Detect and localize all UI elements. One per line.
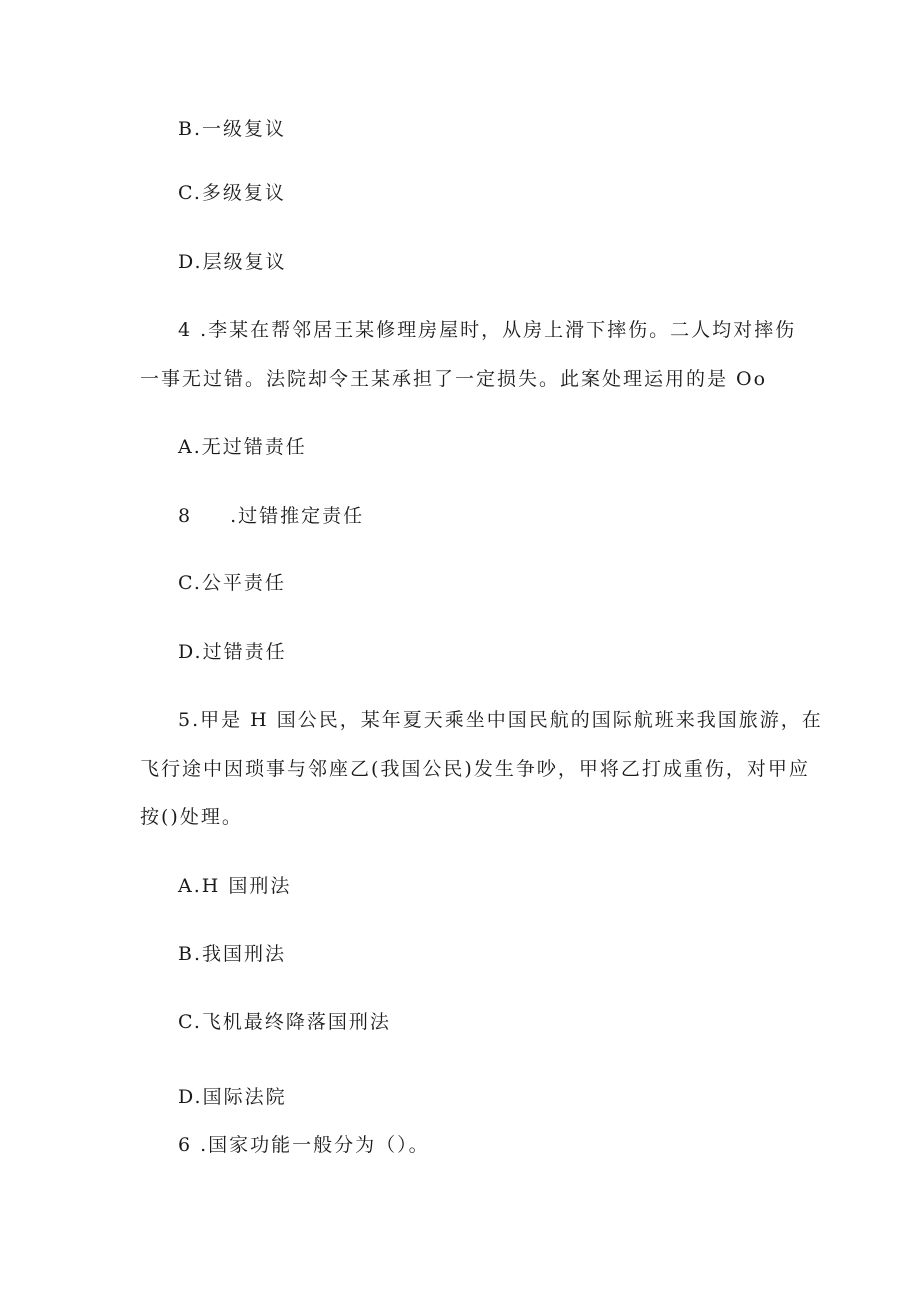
q4-option-b-text: .过错推定责任 — [230, 505, 365, 527]
q5-text-line-3: 按()处理。 — [140, 806, 243, 828]
q3-option-c: C.多级复议 — [178, 182, 286, 204]
q3-option-b: B.一级复议 — [178, 118, 287, 140]
q5-option-b: B.我国刑法 — [178, 943, 287, 965]
q4-text-line-2: 一事无过错。法院却令王某承担了一定损失。此案处理运用的是 Oo — [140, 368, 768, 390]
q5-text-line-2: 飞行途中因琐事与邻座乙(我国公民)发生争吵，甲将乙打成重伤，对甲应 — [140, 758, 810, 780]
q4-text-line-1: 4 .李某在帮邻居王某修理房屋时，从房上滑下摔伤。二人均对摔伤 — [178, 319, 797, 341]
q4-option-c: C.公平责任 — [178, 572, 286, 594]
q4-option-b-number: 8 — [178, 505, 193, 527]
q3-option-d: D.层级复议 — [178, 251, 287, 273]
q6-text-line-1: 6 .国家功能一般分为（）。 — [178, 1134, 430, 1156]
q5-option-d: D.国际法院 — [178, 1086, 287, 1108]
q4-option-b — [178, 504, 364, 528]
q5-option-a: A.H 国刑法 — [178, 875, 292, 897]
q5-text-line-1: 5.甲是 H 国公民，某年夏天乘坐中国民航的国际航班来我国旅游，在 — [178, 709, 823, 731]
q4-option-d: D.过错责任 — [178, 641, 287, 663]
q5-option-c: C.飞机最终降落国刑法 — [178, 1011, 391, 1033]
q4-option-a: A.无过错责任 — [178, 436, 307, 458]
